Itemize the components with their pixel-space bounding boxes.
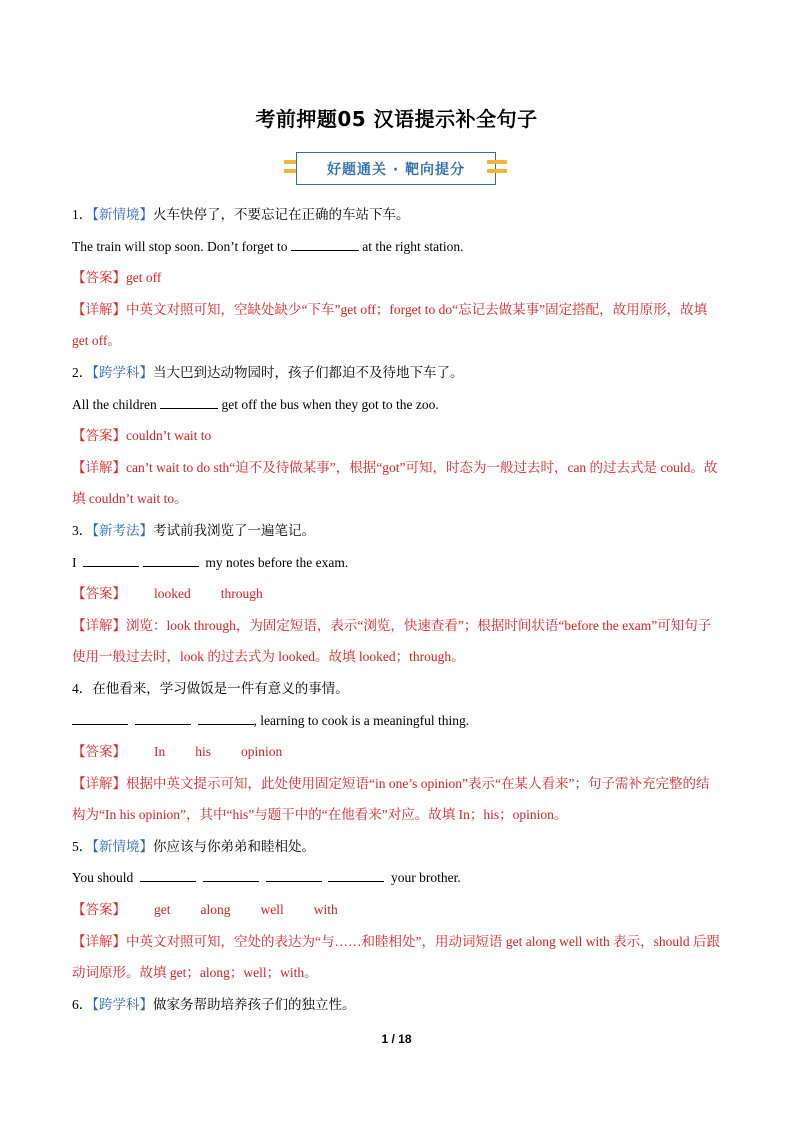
answer-blank[interactable] [328, 867, 384, 882]
page-number: 1 / 18 [381, 1032, 412, 1046]
question-1-prompt: 1．【新情境】火车快停了，不要忘记在正确的车站下车。 [72, 207, 410, 222]
answer-blank[interactable] [83, 552, 139, 567]
question-4-answer: 【答案】 In his opinion [72, 744, 283, 760]
answer-blank[interactable] [140, 867, 196, 882]
question-1-answer: 【答案】get off [72, 270, 162, 286]
question-4-prompt: 4．在他看来，学习做饭是一件有意义的事情。 [72, 680, 349, 696]
answer-blank[interactable] [291, 236, 359, 251]
page-title: 考前押题05 汉语提示补全句子 [255, 107, 538, 131]
question-tag: 【跨学科】 [92, 996, 153, 1012]
question-3-detail: 【详解】浏览：look through，为固定短语，表示“浏览，快速查看”；根据时间状语“before the exam”可知句子使用一般过去时，look 的过去式为 looked。故填 looked；through。 [72, 617, 712, 665]
banner-right-decoration [487, 160, 507, 178]
question-tag: 【新情境】 [92, 838, 153, 854]
question-1-detail: 【详解】中英文对照可知，空缺处缺少“下车”get off；forget to do“忘记去做某事”固定搭配，故用原形，故填 get off。 [72, 301, 708, 349]
section-banner: 好题通关 · 靶向提分 [296, 152, 496, 185]
question-1-sentence: The train will stop soon. Don’t forget to at the right station. [72, 231, 722, 263]
answer-blank[interactable] [143, 552, 199, 567]
question-2-answer: 【答案】couldn’t wait to [72, 428, 212, 444]
question-3-prompt: 3．【新考法】考试前我浏览了一遍笔记。 [72, 522, 315, 538]
question-5-prompt: 5．【新情境】你应该与你弟弟和睦相处。 [72, 838, 315, 854]
question-tag: 【新考法】 [92, 522, 153, 538]
answer-blank[interactable] [203, 867, 259, 882]
question-tag: 【跨学科】 [92, 364, 153, 380]
answer-blank[interactable] [198, 710, 254, 725]
answer-blank[interactable] [72, 710, 128, 725]
question-4-sentence: , learning to cook is a meaningful thing. [72, 705, 722, 737]
question-tag: 【新情境】 [92, 207, 153, 222]
question-3-answer: 【答案】 looked through [72, 586, 263, 602]
question-4-detail: 【详解】根据中英文提示可知，此处使用固定短语“in one’s opinion”表示“在某人看来”；句子需补充完整的结构为“In his opinion”，其中“his”与题干中的“在他看来”对应。故填 In；his；opinion。 [72, 775, 710, 823]
question-2-prompt: 2．【跨学科】当大巴到达动物园时，孩子们都迫不及待地下车了。 [72, 364, 464, 380]
answer-blank[interactable] [266, 867, 322, 882]
question-3-sentence: I my notes before the exam. [72, 547, 722, 579]
question-5-sentence: You should your brother. [72, 862, 722, 894]
question-2-sentence: All the children get off the bus when they got to the zoo. [72, 389, 722, 421]
question-5-answer: 【答案】 get along well with [72, 902, 338, 918]
question-5-detail: 【详解】中英文对照可知，空处的表达为“与……和睦相处”，用动词短语 get along well with 表示，should 后跟动词原形。故填 get；along；well；with。 [72, 933, 720, 981]
question-list [72, 199, 722, 1020]
question-2-detail: 【详解】can’t wait to do sth“迫不及待做某事”，根据“got”可知，时态为一般过去时，can 的过去式是 could。故填 couldn’t wait to。 [72, 459, 718, 507]
answer-blank[interactable] [160, 394, 218, 409]
answer-blank[interactable] [135, 710, 191, 725]
question-6-prompt: 6．【跨学科】做家务帮助培养孩子们的独立性。 [72, 996, 356, 1012]
